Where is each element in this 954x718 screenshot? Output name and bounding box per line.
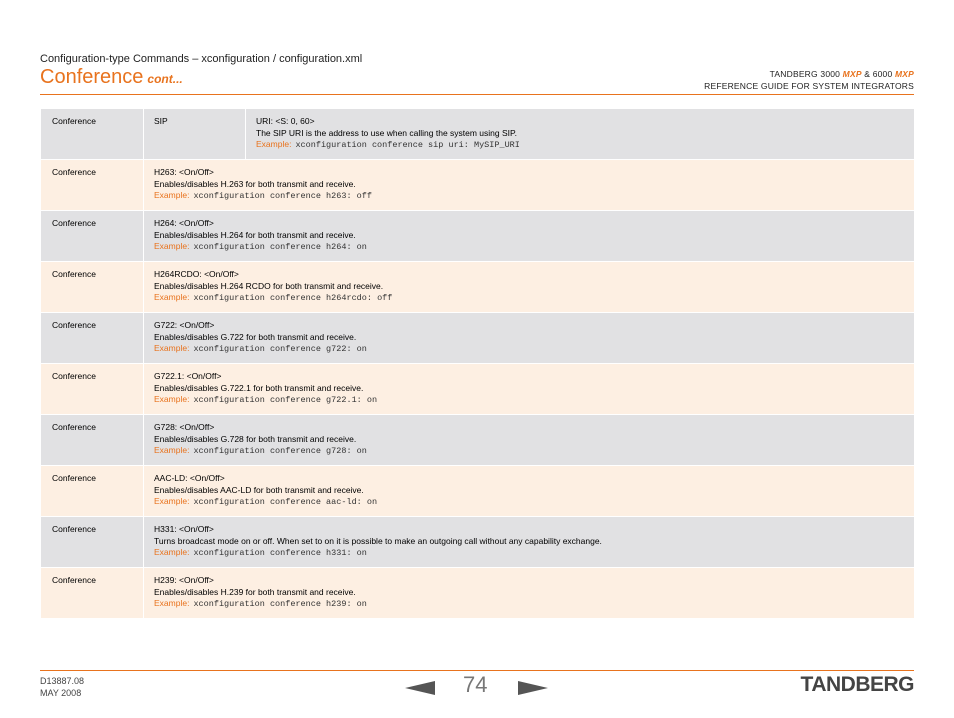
row-param: G722.1: <On/Off> — [154, 371, 222, 381]
row-param: H264: <On/Off> — [154, 218, 214, 228]
row-param: URI: <S: 0, 60> — [256, 116, 315, 126]
footer-divider — [40, 670, 914, 671]
row-subcommand: SIP — [144, 109, 246, 159]
row-category: Conference — [41, 466, 144, 516]
table-row — [41, 568, 914, 618]
example-code: xconfiguration conference sip uri: MySIP_URI — [295, 140, 520, 150]
row-param: H263: <On/Off> — [154, 167, 214, 177]
table-row — [41, 466, 914, 516]
page-number: 74 — [463, 672, 488, 697]
row-param: AAC-LD: <On/Off> — [154, 473, 225, 483]
table-row — [41, 211, 914, 261]
row-desc: Enables/disables H.264 RCDO for both transmit and receive. — [154, 280, 384, 291]
product-a: TANDBERG 3000 — [769, 69, 843, 79]
command-table — [41, 109, 914, 619]
row-desc: Enables/disables H.263 for both transmit and receive. — [154, 178, 356, 189]
row-example — [154, 292, 914, 305]
row-param: G728: <On/Off> — [154, 422, 215, 432]
row-category: Conference — [41, 415, 144, 465]
table-row-sip — [41, 109, 914, 159]
row-example — [154, 241, 914, 254]
row-desc: Enables/disables G.722.1 for both transmit and receive. — [154, 382, 364, 393]
example-label: Example: — [154, 343, 190, 353]
title-text: Conference — [40, 66, 144, 88]
row-desc: Enables/disables AAC-LD for both transmit and receive. — [154, 484, 364, 495]
example-code: xconfiguration conference h331: on — [193, 548, 367, 558]
next-page-arrow-icon[interactable] — [518, 681, 548, 695]
example-label: Example: — [154, 241, 190, 251]
row-desc: The SIP URI is the address to use when calling the system using SIP. — [256, 127, 517, 138]
row-example — [154, 190, 914, 203]
row-category: Conference — [41, 568, 144, 618]
table-row — [41, 415, 914, 465]
row-category: Conference — [41, 211, 144, 261]
row-param: H331: <On/Off> — [154, 524, 214, 534]
row-category: Conference — [41, 160, 144, 210]
row-desc: Enables/disables G.728 for both transmit and receive. — [154, 433, 357, 444]
row-param: G722: <On/Off> — [154, 320, 215, 330]
example-label: Example: — [154, 394, 190, 404]
row-detail — [246, 109, 914, 159]
row-example — [256, 139, 914, 152]
example-code: xconfiguration conference g722.1: on — [193, 395, 378, 405]
table-row — [41, 313, 914, 363]
row-detail — [144, 568, 914, 618]
example-label: Example: — [256, 139, 292, 149]
footer-doc-info — [40, 675, 84, 699]
example-code: xconfiguration conference g722: on — [193, 344, 367, 354]
table-row — [41, 262, 914, 312]
row-example — [154, 394, 914, 407]
product-line — [704, 68, 914, 80]
row-detail — [144, 262, 914, 312]
header-divider — [40, 94, 914, 95]
example-label: Example: — [154, 445, 190, 455]
example-label: Example: — [154, 598, 190, 608]
example-label: Example: — [154, 292, 190, 302]
doc-id: D13887.08 — [40, 676, 85, 686]
row-param: H239: <On/Off> — [154, 575, 214, 585]
example-code: xconfiguration conference g728: on — [193, 446, 367, 456]
row-category: Conference — [41, 364, 144, 414]
prev-page-arrow-icon[interactable] — [405, 681, 435, 695]
row-detail — [144, 211, 914, 261]
row-desc: Enables/disables H.264 for both transmit and receive. — [154, 229, 356, 240]
row-example — [154, 445, 914, 458]
product-header — [704, 68, 914, 92]
row-category: Conference — [41, 262, 144, 312]
example-label: Example: — [154, 190, 190, 200]
example-code: xconfiguration conference aac-ld: on — [193, 497, 378, 507]
row-desc: Enables/disables H.239 for both transmit and receive. — [154, 586, 356, 597]
example-code: xconfiguration conference h239: on — [193, 599, 367, 609]
row-detail — [144, 160, 914, 210]
row-category: Conference — [41, 517, 144, 567]
tandberg-logo: TANDBERG — [800, 673, 914, 696]
title-cont: cont... — [147, 72, 183, 86]
row-detail — [144, 466, 914, 516]
page-title — [40, 66, 183, 90]
row-detail — [144, 364, 914, 414]
section-subtitle: Configuration-type Commands – xconfiguration / configuration.xml — [40, 53, 363, 65]
example-code: xconfiguration conference h263: off — [193, 191, 372, 201]
table-row — [41, 160, 914, 210]
row-category: Conference — [41, 109, 144, 159]
row-desc: Turns broadcast mode on or off. When set to on it is possible to make an outgoing call without any capability exchange. — [154, 535, 602, 546]
example-label: Example: — [154, 496, 190, 506]
row-desc: Enables/disables G.722 for both transmit and receive. — [154, 331, 357, 342]
row-example — [154, 496, 914, 509]
guide-title: REFERENCE GUIDE FOR SYSTEM INTEGRATORS — [704, 81, 914, 91]
product-mxp-2: MXP — [894, 69, 914, 79]
row-detail — [144, 415, 914, 465]
product-mxp-1: MXP — [842, 69, 862, 79]
example-code: xconfiguration conference h264rcdo: off — [193, 293, 393, 303]
table-row — [41, 364, 914, 414]
row-example — [154, 547, 914, 560]
example-code: xconfiguration conference h264: on — [193, 242, 367, 252]
row-detail — [144, 313, 914, 363]
row-example — [154, 343, 914, 356]
example-label: Example: — [154, 547, 190, 557]
product-b: & 6000 — [861, 69, 895, 79]
row-detail — [144, 517, 914, 567]
row-example — [154, 598, 914, 611]
row-category: Conference — [41, 313, 144, 363]
doc-date: MAY 2008 — [40, 688, 82, 698]
row-param: H264RCDO: <On/Off> — [154, 269, 239, 279]
table-row — [41, 517, 914, 567]
